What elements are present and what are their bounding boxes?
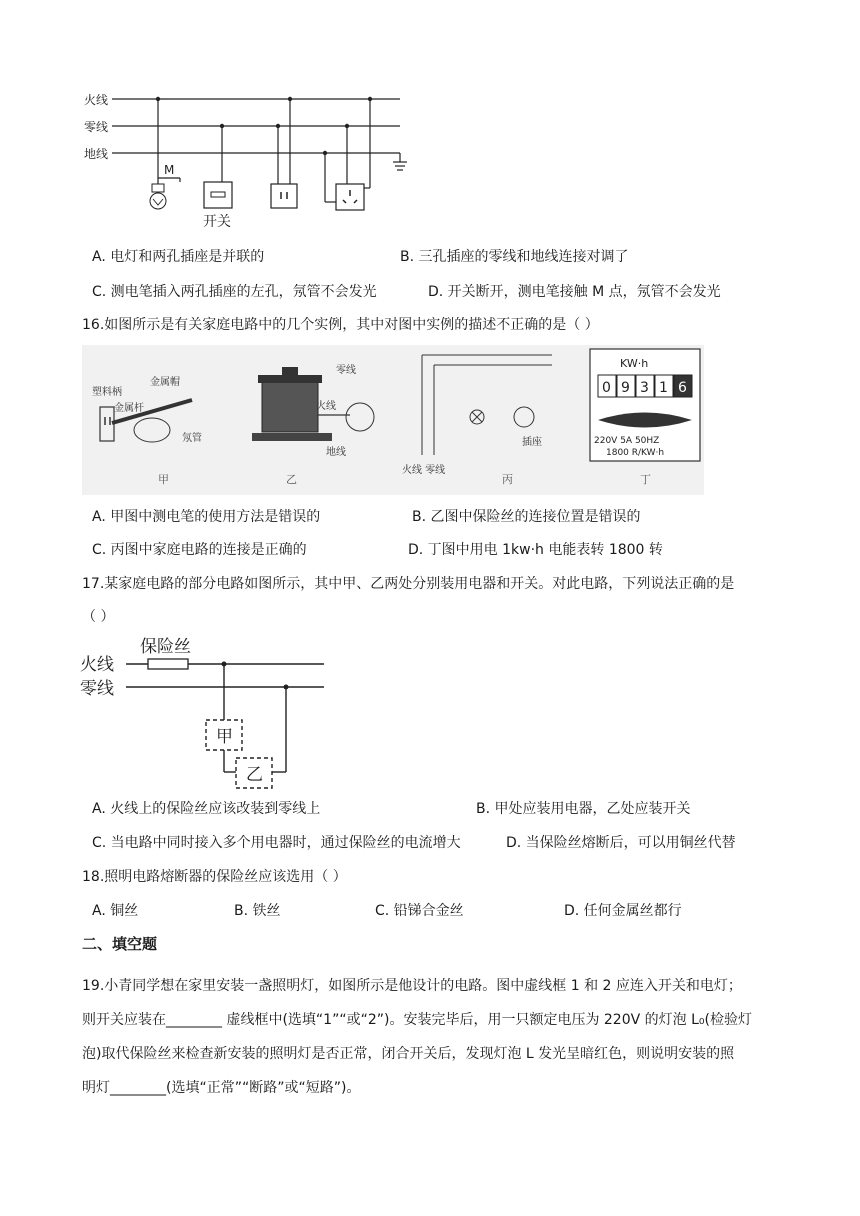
q17-stem-line1: 17.某家庭电路的部分电路如图所示，其中甲、乙两处分别装用电器和开关。对此电路，下列说法正确的是	[82, 576, 735, 592]
fire-wire-label: 火线	[84, 93, 109, 107]
fire-wire-label-q17: 火线	[80, 655, 114, 675]
q19-line4: 明灯________(选填“正常”“断路”或“短路”)。	[82, 1080, 361, 1096]
label-metal-cap: 金属帽	[150, 377, 180, 388]
meter-digit-4: 1	[659, 380, 668, 396]
q15-option-a: A. 电灯和两孔插座是并联的	[92, 249, 265, 265]
q18-option-d: D. 任何金属丝都行	[564, 903, 682, 919]
ground-wire-label: 地线	[84, 147, 109, 161]
q15-option-b: B. 三孔插座的零线和地线连接对调了	[400, 249, 629, 265]
meter-digit-1: 0	[602, 380, 611, 396]
q16-option-d: D. 丁图中用电 1kw·h 电能表转 1800 转	[408, 542, 663, 558]
label-fire-yi: 火线	[316, 401, 336, 412]
q16-stem: 16.如图所示是有关家庭电路中的几个实例，其中对图中实例的描述不正确的是（ ）	[82, 317, 599, 333]
box-yi-label: 乙	[246, 765, 263, 785]
label-ground-yi: 地线	[326, 447, 346, 458]
three-hole-socket-icon	[336, 184, 364, 210]
q16-option-b: B. 乙图中保险丝的连接位置是错误的	[412, 509, 641, 525]
neutral-wire-label-q17: 零线	[80, 679, 114, 699]
switch-box-icon	[204, 182, 232, 208]
q19-line3: 泡)取代保险丝来检查新安装的照明灯是否正常，闭合开关后，发现灯泡 L 发光呈暗红色，则说明安装的照	[82, 1046, 735, 1062]
label-metal-rod: 金属杆	[114, 403, 144, 414]
switch-label: 开关	[203, 214, 231, 230]
q19-line1: 19.小青同学想在家里安装一盏照明灯，如图所示是他设计的电路。图中虚线框 1 和 2 应连入开关和电灯；	[82, 978, 742, 994]
q18-option-a: A. 铜丝	[92, 903, 139, 919]
q18-stem: 18.照明电路熔断器的保险丝应该选用（ ）	[82, 869, 347, 885]
label-neon-tube: 氖管	[182, 433, 202, 444]
label-meter-unit: KW·h	[620, 357, 649, 370]
label-plastic-handle: 塑料柄	[92, 387, 122, 398]
label-yi: 乙	[286, 473, 297, 486]
meter-digit-2: 9	[621, 380, 630, 396]
fuse-label: 保险丝	[140, 637, 191, 657]
q17-option-c: C. 当电路中同时接入多个用电器时，通过保险丝的电流增大	[92, 835, 461, 851]
label-meter-rev: 1800 R/KW·h	[606, 448, 665, 458]
point-m-label: M	[164, 163, 175, 177]
label-neutral-yi: 零线	[336, 365, 356, 376]
two-hole-socket-icon	[271, 184, 297, 208]
q15-option-c: C. 测电笔插入两孔插座的左孔，氖管不会发光	[92, 284, 377, 300]
q17-option-d: D. 当保险丝熔断后，可以用铜丝代替	[506, 835, 736, 851]
q15-option-d: D. 开关断开，测电笔接触 M 点，氖管不会发光	[428, 284, 721, 300]
rice-cooker-illustration	[252, 363, 374, 486]
electricity-meter-illustration	[590, 349, 700, 486]
q17-circuit-figure	[78, 632, 338, 792]
q17-option-b: B. 甲处应装用电器，乙处应装开关	[476, 801, 691, 817]
section-heading-fill-in: 二、填空题	[82, 935, 158, 953]
q17-stem-line2: （ ）	[82, 609, 115, 625]
label-fire-neutral-bing: 火线 零线	[402, 465, 446, 476]
label-jia: 甲	[158, 473, 169, 486]
neutral-wire-label: 零线	[84, 120, 109, 134]
label-ding: 丁	[640, 473, 651, 486]
meter-digit-3: 3	[640, 380, 649, 396]
q16-option-a: A. 甲图中测电笔的使用方法是错误的	[92, 509, 321, 525]
q16-option-c: C. 丙图中家庭电路的连接是正确的	[92, 542, 307, 558]
q15-circuit-figure	[80, 86, 420, 236]
label-meter-spec: 220V 5A 50HZ	[594, 436, 660, 446]
q18-option-c: C. 铅锑合金丝	[375, 903, 464, 919]
box-jia-label: 甲	[216, 727, 233, 747]
meter-digit-5: 6	[678, 380, 687, 396]
label-socket-bing: 插座	[522, 437, 542, 448]
label-bing: 丙	[502, 473, 513, 486]
q18-option-b: B. 铁丝	[234, 903, 281, 919]
fuse-icon	[148, 659, 188, 669]
q19-line2: 则开关应装在________ 虚线框中(选填“1”“或“2”)。安装完毕后，用一只额定电压为 220V 的灯泡 L₀(检验灯	[82, 1012, 752, 1028]
q17-option-a: A. 火线上的保险丝应该改装到零线上	[92, 801, 321, 817]
lamp-icon	[150, 193, 166, 209]
q16-figure	[82, 345, 704, 495]
home-circuit-illustration	[402, 355, 552, 486]
test-pen-illustration	[92, 375, 202, 486]
